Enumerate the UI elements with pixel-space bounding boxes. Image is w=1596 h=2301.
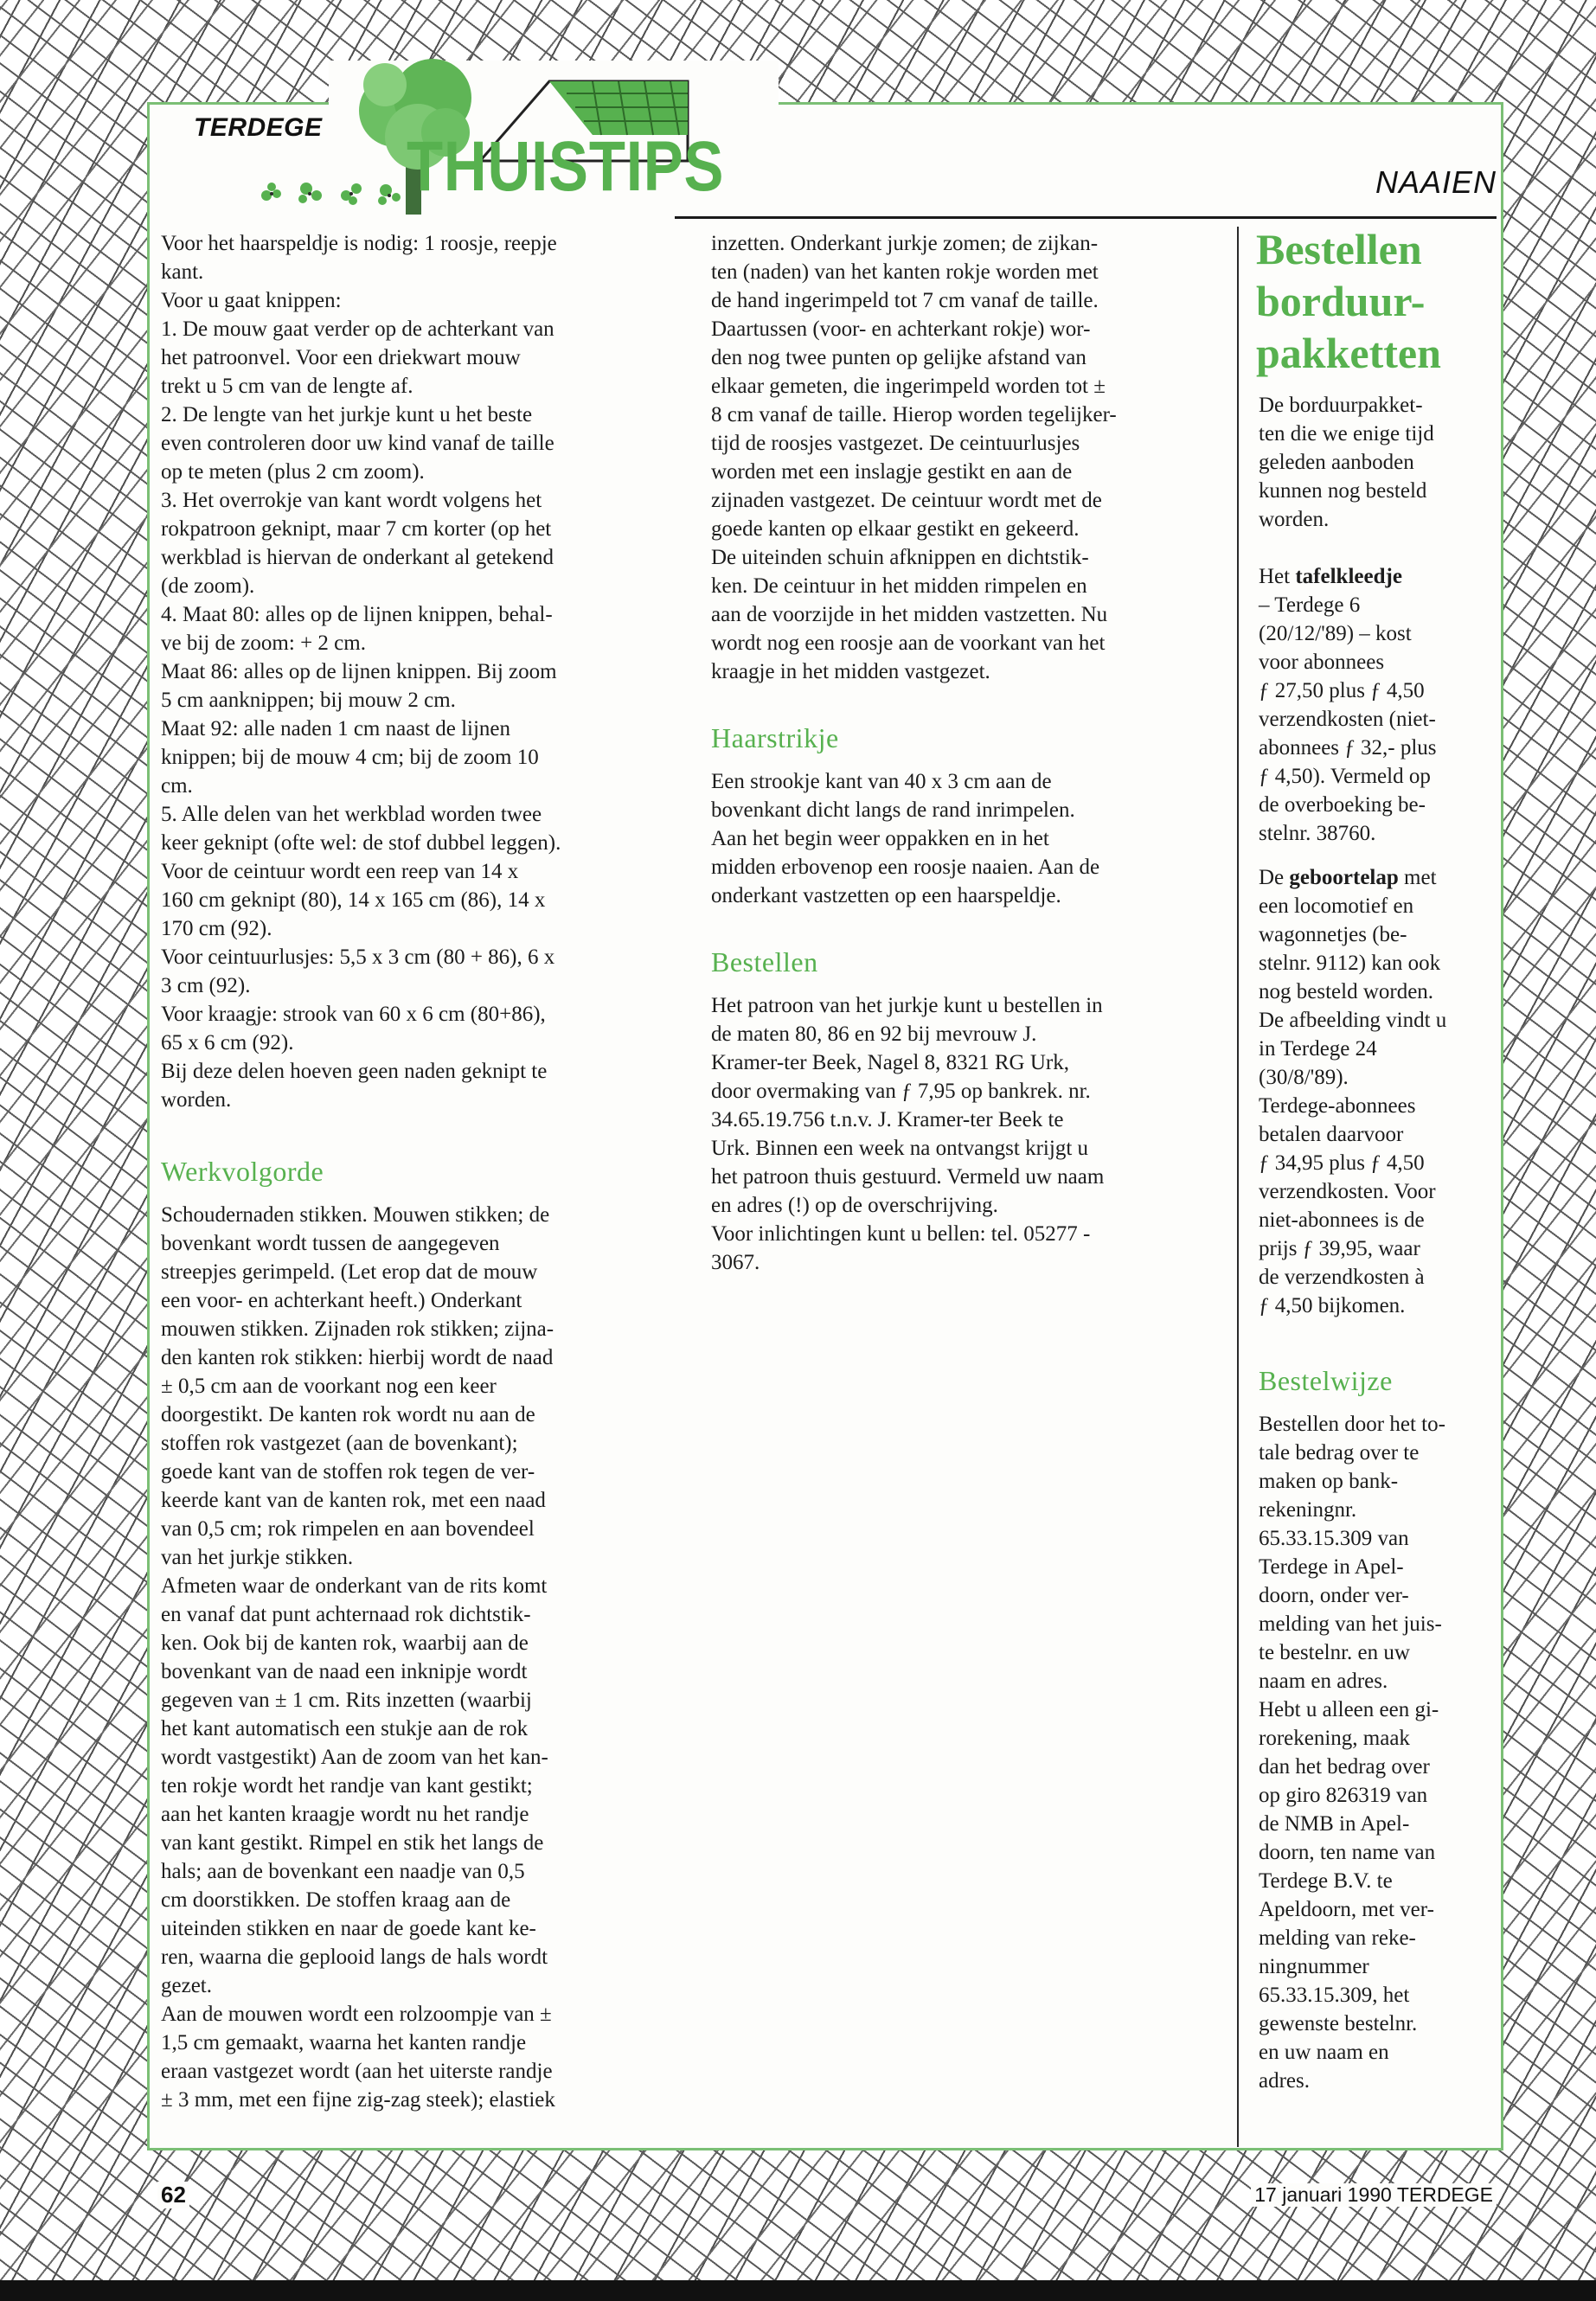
text-line: streepjes gerimpeld. (Let erop dat de mouw — [161, 1260, 538, 1284]
text-line: dan het bedrag over — [1259, 1755, 1430, 1779]
text-line: en vanaf dat punt achternaad rok dichtstik- — [161, 1603, 531, 1626]
text-line: ten die we enige tijd — [1259, 422, 1434, 445]
text-line: verzendkosten. Voor — [1259, 1180, 1436, 1203]
text-line: melding van het juis- — [1259, 1612, 1442, 1636]
text-line: 160 cm geknipt (80), 14 x 165 cm (86), 14 x — [161, 888, 546, 912]
text-line: ken. Ook bij de kanten rok, waarbij aan de — [161, 1631, 529, 1655]
category-label: NAAIEN — [1375, 164, 1497, 200]
brand-logo-text: TERDEGE — [194, 113, 323, 142]
text-line: op giro 826319 van — [1259, 1784, 1428, 1807]
text-line: 1,5 cm gemaakt, waarna het kanten randje — [161, 2031, 527, 2054]
text-line: Voor inlichtingen kunt u bellen: tel. 05277 - — [711, 1222, 1091, 1246]
text-line: werkblad is hiervan de onderkant al getekend — [161, 546, 554, 569]
text-line: 3067. — [711, 1251, 760, 1274]
text-line: ve bij de zoom: + 2 cm. — [161, 631, 366, 655]
text-line: Het patroon van het jurkje kunt u bestellen in — [711, 994, 1103, 1017]
text-line: bovenkant van de naad een inknipje wordt — [161, 1660, 528, 1683]
text-line: ren, waarna die geplooid langs de hals wordt — [161, 1945, 548, 1969]
text-line: Voor kraagje: strook van 60 x 6 cm (80+86), — [161, 1003, 546, 1026]
text-line: Het tafelkleedje — [1259, 565, 1402, 588]
text-line: zijnaden vastgezet. De ceintuur wordt met de — [711, 489, 1102, 512]
text-line: geleden aanboden — [1259, 451, 1414, 474]
item-name: tafelkleedje — [1295, 565, 1402, 588]
text-line: betalen daarvoor — [1259, 1123, 1404, 1146]
text-line: aan het kanten kraagje wordt nu het randje — [161, 1803, 529, 1826]
text-line: rokpatroon geknipt, maar 7 cm korter (op het — [161, 517, 552, 541]
text-line: kunnen nog besteld — [1259, 479, 1427, 503]
sidebar-title — [1256, 223, 1490, 379]
text-line: een locomotief en — [1259, 894, 1414, 918]
column-divider — [1237, 227, 1239, 2147]
text-line: Voor u gaat knippen: — [161, 289, 342, 312]
text-line: ken. De ceintuur in het midden rimpelen en — [711, 574, 1087, 598]
text-line: wagonnetjes (be- — [1259, 923, 1407, 946]
text-line: den kanten rok stikken: hierbij wordt de naad — [161, 1346, 554, 1369]
text-line: adres. — [1259, 2069, 1310, 2093]
column-instructions — [161, 229, 671, 2114]
text-line: wordt vastgestikt) Aan de zoom van het kan- — [161, 1746, 548, 1769]
text-line: worden. — [161, 1088, 232, 1112]
text-line: ningnummer — [1259, 1955, 1369, 1978]
text-line: prijs ƒ 39,95, waar — [1259, 1237, 1420, 1260]
text-line: de NMB in Apel- — [1259, 1812, 1410, 1836]
text-line: (de zoom). — [161, 574, 255, 598]
text-line: trekt u 5 cm van de lengte af. — [161, 375, 413, 398]
text-line: Maat 86: alles op de lijnen knippen. Bij zoom — [161, 660, 557, 683]
text-line: ± 0,5 cm aan de voorkant nog een keer — [161, 1375, 497, 1398]
column-embroidery-kits — [1259, 391, 1492, 2095]
text-line: Bestellen door het to- — [1259, 1413, 1445, 1436]
text-line: van het jurkje stikken. — [161, 1546, 354, 1569]
section-title: THUISTIPS — [407, 127, 725, 206]
text-line: doorgestikt. De kanten rok wordt nu aan de — [161, 1403, 535, 1426]
text-line: van kant gestikt. Rimpel en stik het langs de — [161, 1831, 544, 1855]
text-line: Voor de ceintuur wordt een reep van 14 x — [161, 860, 519, 883]
text-line: worden met een inslagje gestikt en aan de — [711, 460, 1073, 484]
text-line: 8 cm vanaf de taille. Hierop worden tegelijker- — [711, 403, 1117, 426]
kit-tablecloth — [1259, 562, 1492, 848]
text-line: cm. — [161, 774, 193, 798]
text-line: Terdege in Apel- — [1259, 1555, 1404, 1579]
text-line: De borduurpakket- — [1259, 394, 1423, 417]
text-line: aan de voorzijde in het midden vastzetten. Nu — [711, 603, 1108, 626]
text-line: een voor- en achterkant heeft.) Onderkant — [161, 1289, 522, 1312]
text-line: op te meten (plus 2 cm zoom). — [161, 460, 425, 484]
text-line: ƒ 4,50 bijkomen. — [1259, 1294, 1406, 1317]
text-line: nog besteld worden. — [1259, 980, 1434, 1003]
finishing-steps — [711, 229, 1221, 686]
pattern-order-info — [711, 991, 1221, 1277]
text-line: naam en adres. — [1259, 1670, 1388, 1693]
text-line: De afbeelding vindt u — [1259, 1009, 1447, 1032]
text-line: keerde kant van de kanten rok, met een naad — [161, 1489, 546, 1512]
text-line: 4. Maat 80: alles op de lijnen knippen, behal- — [161, 603, 553, 626]
text-line: 3. Het overrokje van kant wordt volgens het — [161, 489, 542, 512]
text-line: ƒ 27,50 plus ƒ 4,50 — [1259, 679, 1425, 702]
text-line: Bij deze delen hoeven geen naden geknipt te — [161, 1060, 548, 1083]
text-line: goede kant van de stoffen rok tegen de ver- — [161, 1460, 535, 1484]
text-line: stelnr. 38760. — [1259, 822, 1376, 845]
text-line: uiteinden stikken en naar de goede kant ke- — [161, 1917, 536, 1940]
text-line: cm doorstikken. De stoffen kraag aan de — [161, 1888, 511, 1912]
text-line: abonnees ƒ 32,- plus — [1259, 736, 1437, 760]
text-line: Terdege-abonnees — [1259, 1094, 1416, 1118]
text-line: Terdege B.V. te — [1259, 1869, 1393, 1893]
text-line: Aan de mouwen wordt een rolzoompje van ± — [161, 2003, 552, 2026]
text-line: het patroonvel. Voor een driekwart mouw — [161, 346, 521, 369]
title-line: Bestellen — [1256, 225, 1422, 273]
text-line: De uiteinden schuin afknippen en dichtstik- — [711, 546, 1089, 569]
text-line: stelnr. 9112) kan ook — [1259, 952, 1441, 975]
text-line: voor abonnees — [1259, 651, 1385, 674]
text-line: verzendkosten (niet- — [1259, 708, 1436, 731]
text-line: ten (naden) van het kanten rokje worden met — [711, 260, 1099, 284]
text-line: tijd de roosjes vastgezet. De ceintuurlusjes — [711, 432, 1080, 455]
flower-ornament-icon — [256, 176, 407, 208]
page-number: 62 — [157, 2182, 189, 2208]
text-line: 65.33.15.309, het — [1259, 1984, 1410, 2007]
text-line: en adres (!) op de overschrijving. — [711, 1194, 998, 1217]
cutting-instructions — [161, 229, 671, 1114]
text-line: kraagje in het midden vastgezet. — [711, 660, 990, 683]
text-line: inzetten. Onderkant jurkje zomen; de zijkan- — [711, 232, 1099, 255]
text-line: 5. Alle delen van het werkblad worden twee — [161, 803, 542, 826]
text-line: ten rokje wordt het randje van kant gestikt; — [161, 1774, 533, 1798]
text-line: gezet. — [161, 1974, 212, 1997]
text-line: Schoudernaden stikken. Mouwen stikken; de — [161, 1203, 550, 1227]
text-line: bovenkant wordt tussen de aangegeven — [161, 1232, 500, 1255]
text-line: niet-abonnees is de — [1259, 1208, 1425, 1232]
text-line: (30/8/'89). — [1259, 1066, 1349, 1089]
text-line: melding van reke- — [1259, 1926, 1416, 1950]
text-line: Kramer-ter Beek, Nagel 8, 8321 RG Urk, — [711, 1051, 1069, 1074]
text-line: Daartussen (voor- en achterkant rokje) wor- — [711, 317, 1091, 341]
heading-bestellen: Bestellen — [711, 946, 818, 977]
text-line: onderkant vastzetten op een haarspeldje. — [711, 884, 1061, 907]
text-line: Afmeten waar de onderkant van de rits komt — [161, 1574, 548, 1598]
text-line: Een strookje kant van 40 x 3 cm aan de — [711, 770, 1052, 793]
sewing-steps — [161, 1201, 671, 2114]
text-line: worden. — [1259, 508, 1330, 531]
kits-intro — [1259, 391, 1492, 534]
text-line: doorn, ten name van — [1259, 1841, 1436, 1864]
text-line: tale bedrag over te — [1259, 1441, 1420, 1465]
text-line: 2. De lengte van het jurkje kunt u het beste — [161, 403, 533, 426]
header-rule — [675, 216, 1497, 219]
text-line: rorekening, maak — [1259, 1727, 1410, 1750]
text-line: Voor het haarspeldje is nodig: 1 roosje, reepje — [161, 232, 557, 255]
text-line: Urk. Binnen een week na ontvangst krijgt u — [711, 1137, 1089, 1160]
title-line: pakketten — [1256, 329, 1441, 377]
text-line: knippen; bij de mouw 4 cm; bij de zoom 10 — [161, 746, 539, 769]
text-line: 170 cm (92). — [161, 917, 272, 940]
text-line: maken op bank- — [1259, 1470, 1399, 1493]
text-line: Aan het begin weer oppakken en in het — [711, 827, 1049, 850]
text-line: 3 cm (92). — [161, 974, 251, 997]
text-line: (20/12/'89) – kost — [1259, 622, 1412, 645]
text-line: stoffen rok vastgezet (aan de bovenkant); — [161, 1432, 518, 1455]
text-line: keer geknipt (ofte wel: de stof dubbel leggen). — [161, 831, 561, 855]
text-line: 1. De mouw gaat verder op de achterkant van — [161, 317, 554, 341]
text-line: elkaar gemeten, die ingerimpeld worden tot ± — [711, 375, 1106, 398]
text-line: eraan vastgezet wordt (aan het uiterste randje — [161, 2060, 553, 2083]
text-line: door overmaking van ƒ 7,95 op bankrek. nr. — [711, 1080, 1091, 1103]
text-line: gegeven van ± 1 cm. Rits inzetten (waarbij — [161, 1689, 532, 1712]
text-line: in Terdege 24 — [1259, 1037, 1377, 1061]
text-line: goede kanten op elkaar gestikt en gekeerd. — [711, 517, 1080, 541]
text-line: de hand ingerimpeld tot 7 cm vanaf de taille. — [711, 289, 1099, 312]
text-line: De geboortelap met — [1259, 866, 1437, 889]
text-line: 34.65.19.756 t.n.v. J. Kramer-ter Beek te — [711, 1108, 1064, 1131]
text-line: midden erbovenop een roosje naaien. Aan de — [711, 856, 1100, 879]
kit-birth-cloth — [1259, 863, 1492, 1320]
text-line: de maten 80, 86 en 92 bij mevrouw J. — [711, 1022, 1037, 1046]
text-line: en uw naam en — [1259, 2041, 1389, 2064]
text-line: ƒ 4,50). Vermeld op — [1259, 765, 1431, 788]
text-line: kant. — [161, 260, 204, 284]
text-line: even controleren door uw kind vanaf de taille — [161, 432, 554, 455]
text-line: gewenste bestelnr. — [1259, 2012, 1418, 2035]
item-name: geboortelap — [1289, 866, 1399, 889]
text-line: het patroon thuis gestuurd. Vermeld uw naam — [711, 1165, 1105, 1189]
order-method — [1259, 1410, 1492, 2095]
text-line: den nog twee punten op gelijke afstand van — [711, 346, 1086, 369]
heading-bestelwijze: Bestelwijze — [1259, 1365, 1393, 1396]
heading-werkvolgorde: Werkvolgorde — [161, 1156, 324, 1187]
text-line: ƒ 34,95 plus ƒ 4,50 — [1259, 1151, 1425, 1175]
text-line: doorn, onder ver- — [1259, 1584, 1409, 1607]
text-line: de overboeking be- — [1259, 793, 1426, 817]
text-line: 5 cm aanknippen; bij mouw 2 cm. — [161, 689, 456, 712]
text-line: – Terdege 6 — [1259, 593, 1361, 617]
bottom-edge — [0, 2280, 1596, 2301]
title-line: borduur- — [1256, 277, 1426, 325]
column-finishing — [711, 229, 1221, 1277]
text-line: de verzendkosten à — [1259, 1266, 1425, 1289]
heading-haarstrikje: Haarstrikje — [711, 722, 839, 753]
text-line: wordt nog een roosje aan de voorkant van het — [711, 631, 1106, 655]
text-line: Maat 92: alle naden 1 cm naast de lijnen — [161, 717, 511, 740]
text-line: Apeldoorn, met ver- — [1259, 1898, 1434, 1921]
text-line: hals; aan de bovenkant een naadje van 0,5 — [161, 1860, 525, 1883]
text-line: het kant automatisch een stukje aan de rok — [161, 1717, 529, 1740]
text-line: mouwen stikken. Zijnaden rok stikken; zijna- — [161, 1317, 554, 1341]
text-line: te bestelnr. en uw — [1259, 1641, 1410, 1664]
text-line: rekeningnr. — [1259, 1498, 1357, 1522]
text-line: ± 3 mm, met een fijne zig-zag steek); elastiek — [161, 2088, 555, 2112]
text-line: van 0,5 cm; rok rimpelen en aan bovendeel — [161, 1517, 535, 1541]
hair-bow-steps — [711, 767, 1221, 910]
text-line: 65.33.15.309 van — [1259, 1527, 1409, 1550]
text-line: 65 x 6 cm (92). — [161, 1031, 294, 1054]
text-line: bovenkant dicht langs de rand inrimpelen. — [711, 798, 1075, 822]
issue-date: 17 januari 1990 TERDEGE — [1251, 2183, 1497, 2207]
text-line: Voor ceintuurlusjes: 5,5 x 3 cm (80 + 86), 6 x — [161, 945, 555, 969]
text-line: Hebt u alleen een gi- — [1259, 1698, 1439, 1721]
